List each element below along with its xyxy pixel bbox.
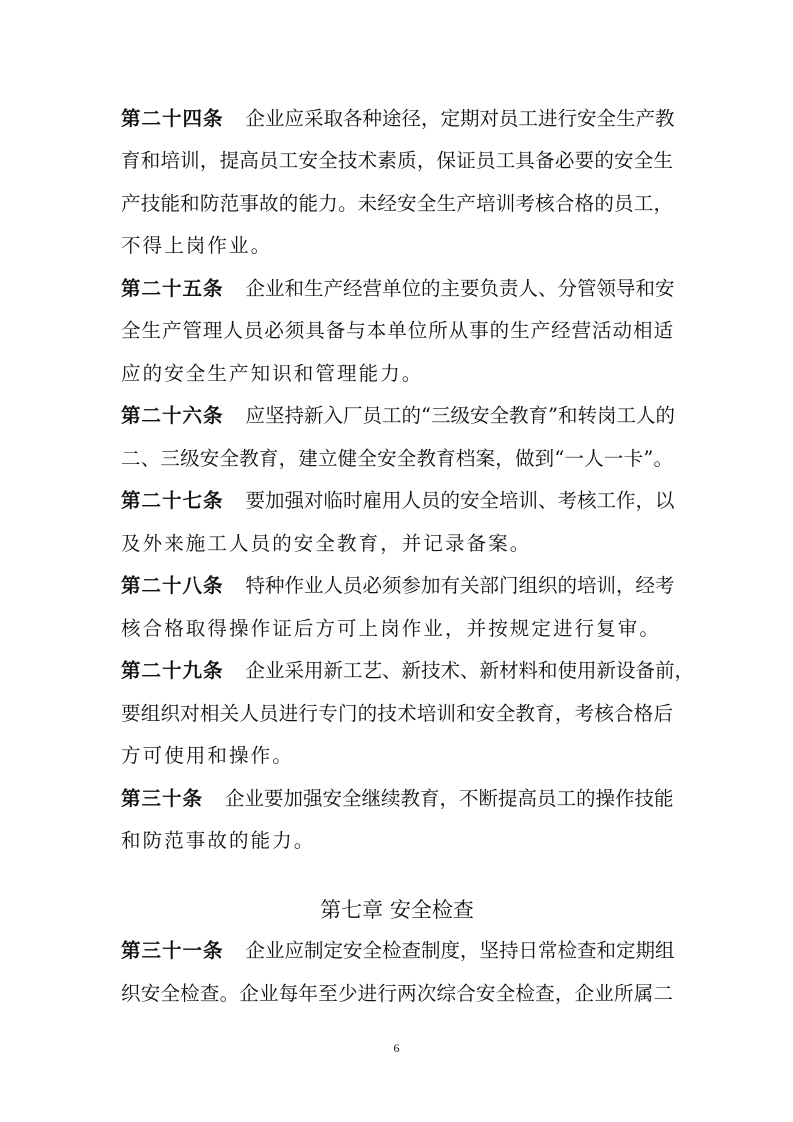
article-24-line-3: 产技能和防范事故的能力。未经安全生产培训考核合格的员工， bbox=[121, 192, 673, 215]
article-28-line-1: 第二十八条 特种作业人员必须参加有关部门组织的培训，经考 bbox=[121, 574, 675, 597]
article-25-label: 第二十五条 bbox=[121, 277, 224, 300]
article-31-line-2: 织安全检查。企业每年至少进行两次综合安全检查，企业所属二 bbox=[121, 982, 673, 1005]
article-28-line-2: 核合格取得操作证后方可上岗作业，并按规定进行复审。 bbox=[121, 617, 662, 640]
article-30-line-1: 第三十条 企业要加强安全继续教育，不断提高员工的操作技能 bbox=[121, 787, 674, 810]
article-24-line-2: 育和培训，提高员工安全技术素质，保证员工具备必要的安全生 bbox=[121, 149, 673, 172]
article-24-line-4: 不得上岗作业。 bbox=[121, 234, 273, 257]
article-29-line-1: 第二十九条 企业采用新工艺、新技术、新材料和使用新设备前， bbox=[121, 659, 695, 682]
article-26-label: 第二十六条 bbox=[121, 404, 224, 427]
article-24-label: 第二十四条 bbox=[121, 107, 224, 130]
article-25-line-2: 全生产管理人员必须具备与本单位所从事的生产经营活动相适 bbox=[121, 319, 673, 342]
article-25-line-3: 应的安全生产知识和管理能力。 bbox=[121, 362, 424, 385]
article-27-line-1: 第二十七条 要加强对临时雇用人员的安全培训、考核工作，以 bbox=[121, 489, 675, 512]
page-number: 6 bbox=[393, 1041, 400, 1055]
article-27-line-2: 及外来施工人员的安全教育，并记录备案。 bbox=[121, 532, 532, 555]
article-29-line-2: 要组织对相关人员进行专门的技术培训和安全教育，考核合格后 bbox=[121, 702, 673, 725]
article-30-line-2: 和防范事故的能力。 bbox=[121, 829, 316, 852]
article-27-label: 第二十七条 bbox=[121, 489, 224, 512]
article-30-label: 第三十条 bbox=[121, 787, 204, 810]
article-31-label: 第三十一条 bbox=[121, 939, 224, 962]
article-26-line-1: 第二十六条 应坚持新入厂员工的“三级安全教育”和转岗工人的 bbox=[121, 404, 675, 427]
article-29-label: 第二十九条 bbox=[121, 659, 224, 682]
article-29-line-3: 方可使用和操作。 bbox=[121, 744, 294, 767]
article-25-line-1: 第二十五条 企业和生产经营单位的主要负责人、分管领导和安 bbox=[121, 277, 675, 300]
article-26-line-2: 二、三级安全教育，建立健全安全教育档案，做到“一人一卡”。 bbox=[121, 447, 673, 470]
article-31-line-1: 第三十一条 企业应制定安全检查制度，坚持日常检查和定期组 bbox=[121, 939, 675, 962]
article-28-label: 第二十八条 bbox=[121, 574, 224, 597]
chapter-heading: 第七章 安全检查 bbox=[320, 898, 474, 922]
article-24-line-1: 第二十四条 企业应采取各种途径，定期对员工进行安全生产教 bbox=[121, 107, 675, 130]
